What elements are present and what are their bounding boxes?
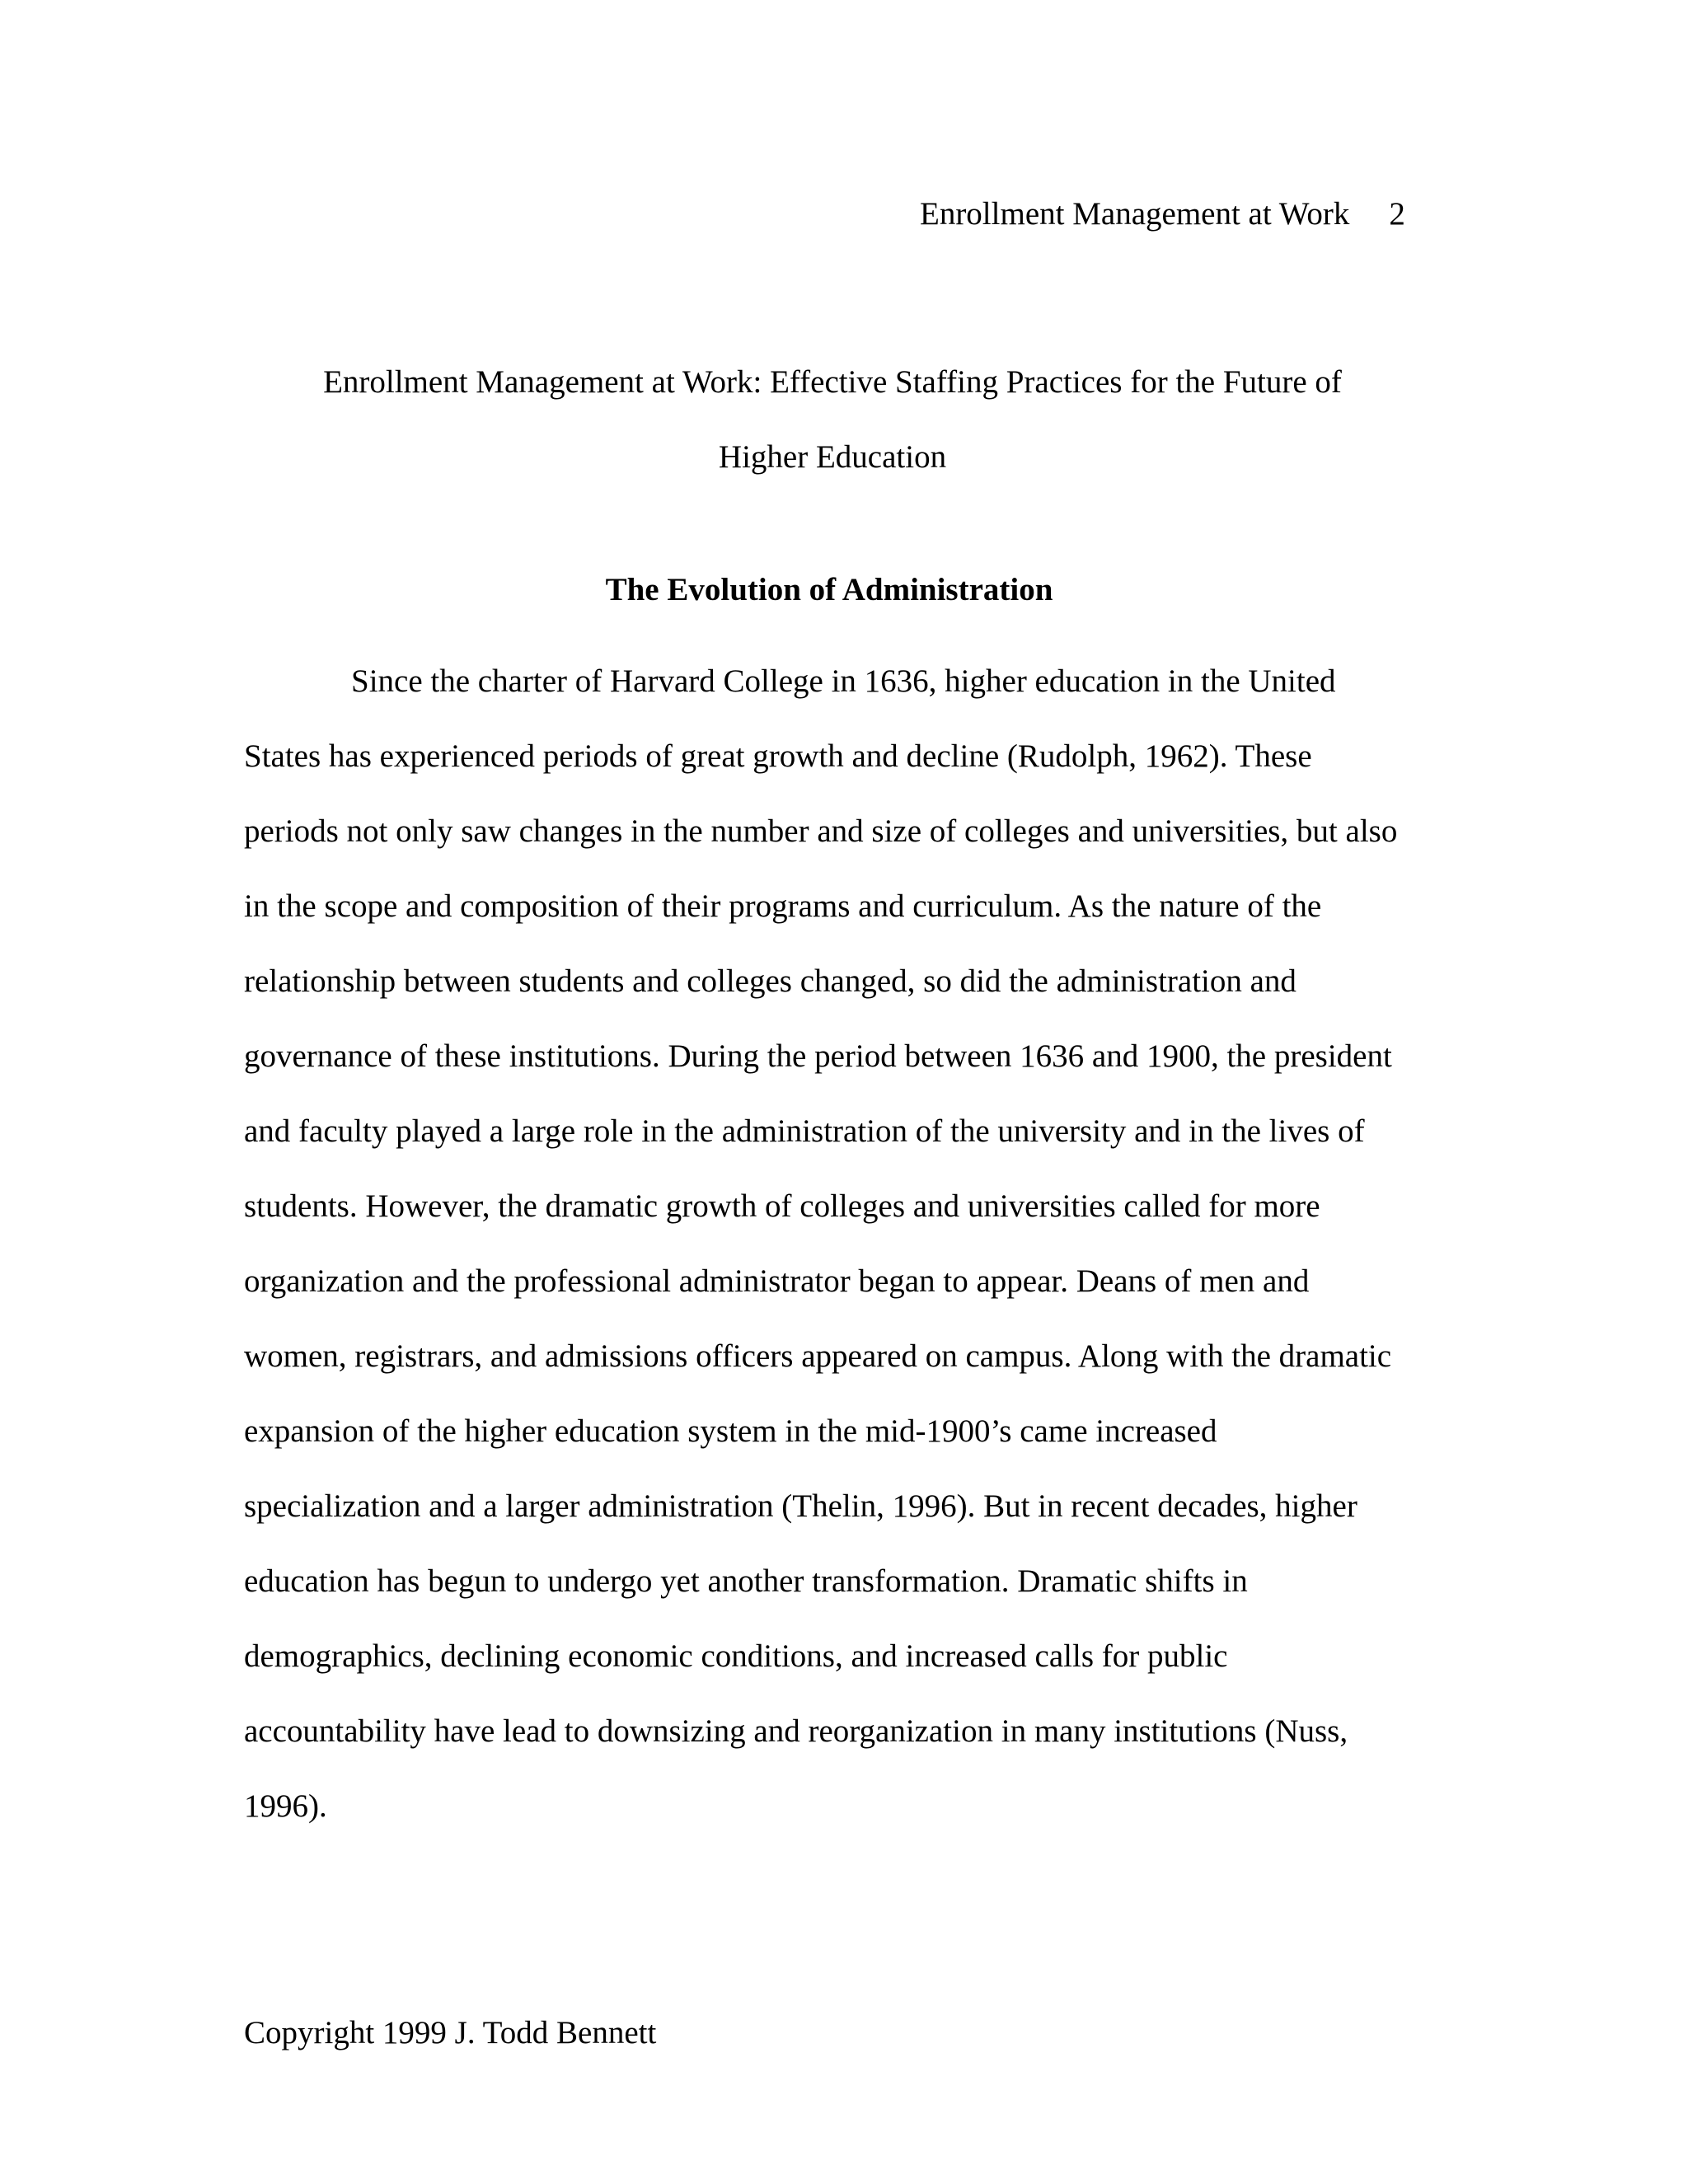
section-heading: The Evolution of Administration — [605, 572, 1053, 607]
paragraph-line: students. However, the dramatic growth of colleges and universities called for more — [244, 1188, 1320, 1224]
paragraph-line: demographics, declining economic conditions, and increased calls for public — [244, 1638, 1228, 1674]
paragraph-line: expansion of the higher education system in the mid-1900’s came increased — [244, 1413, 1217, 1449]
paragraph-line: accountability have lead to downsizing and reorganization in many institutions (Nuss, — [244, 1713, 1348, 1749]
title-line-1: Enrollment Management at Work: Effective Staffing Practices for the Future of — [323, 364, 1342, 400]
title-line-2: Higher Education — [718, 439, 947, 475]
page-number: 2 — [1389, 196, 1405, 232]
running-head — [920, 194, 1405, 234]
paragraph-line: periods not only saw changes in the number and size of colleges and universities, but also — [244, 813, 1398, 849]
paragraph-line: States has experienced periods of great growth and decline (Rudolph, 1962). These — [244, 738, 1312, 774]
paragraph-line: and faculty played a large role in the administration of the university and in the lives of — [244, 1113, 1365, 1149]
copyright-footer: Copyright 1999 J. Todd Bennett — [244, 2015, 657, 2050]
document-title — [247, 344, 1418, 494]
paragraph-line: in the scope and composition of their programs and curriculum. As the nature of the — [244, 888, 1322, 924]
paragraph-line: governance of these institutions. During the period between 1636 and 1900, the president — [244, 1038, 1392, 1074]
paragraph-line: women, registrars, and admissions officers appeared on campus. Along with the dramatic — [244, 1338, 1392, 1374]
running-head-title: Enrollment Management at Work — [920, 196, 1350, 232]
paragraph-line: education has begun to undergo yet another transformation. Dramatic shifts in — [244, 1563, 1248, 1599]
paragraph-line: organization and the professional administrator began to appear. Deans of men and — [244, 1263, 1310, 1299]
paragraph-line: 1996). — [244, 1788, 327, 1824]
body-paragraph — [244, 644, 1447, 1844]
paragraph-line: relationship between students and colleges changed, so did the administration and — [244, 963, 1296, 999]
paragraph-line: Since the charter of Harvard College in 1636, higher education in the United — [351, 663, 1336, 699]
paragraph-line: specialization and a larger administration (Thelin, 1996). But in recent decades, higher — [244, 1488, 1357, 1524]
